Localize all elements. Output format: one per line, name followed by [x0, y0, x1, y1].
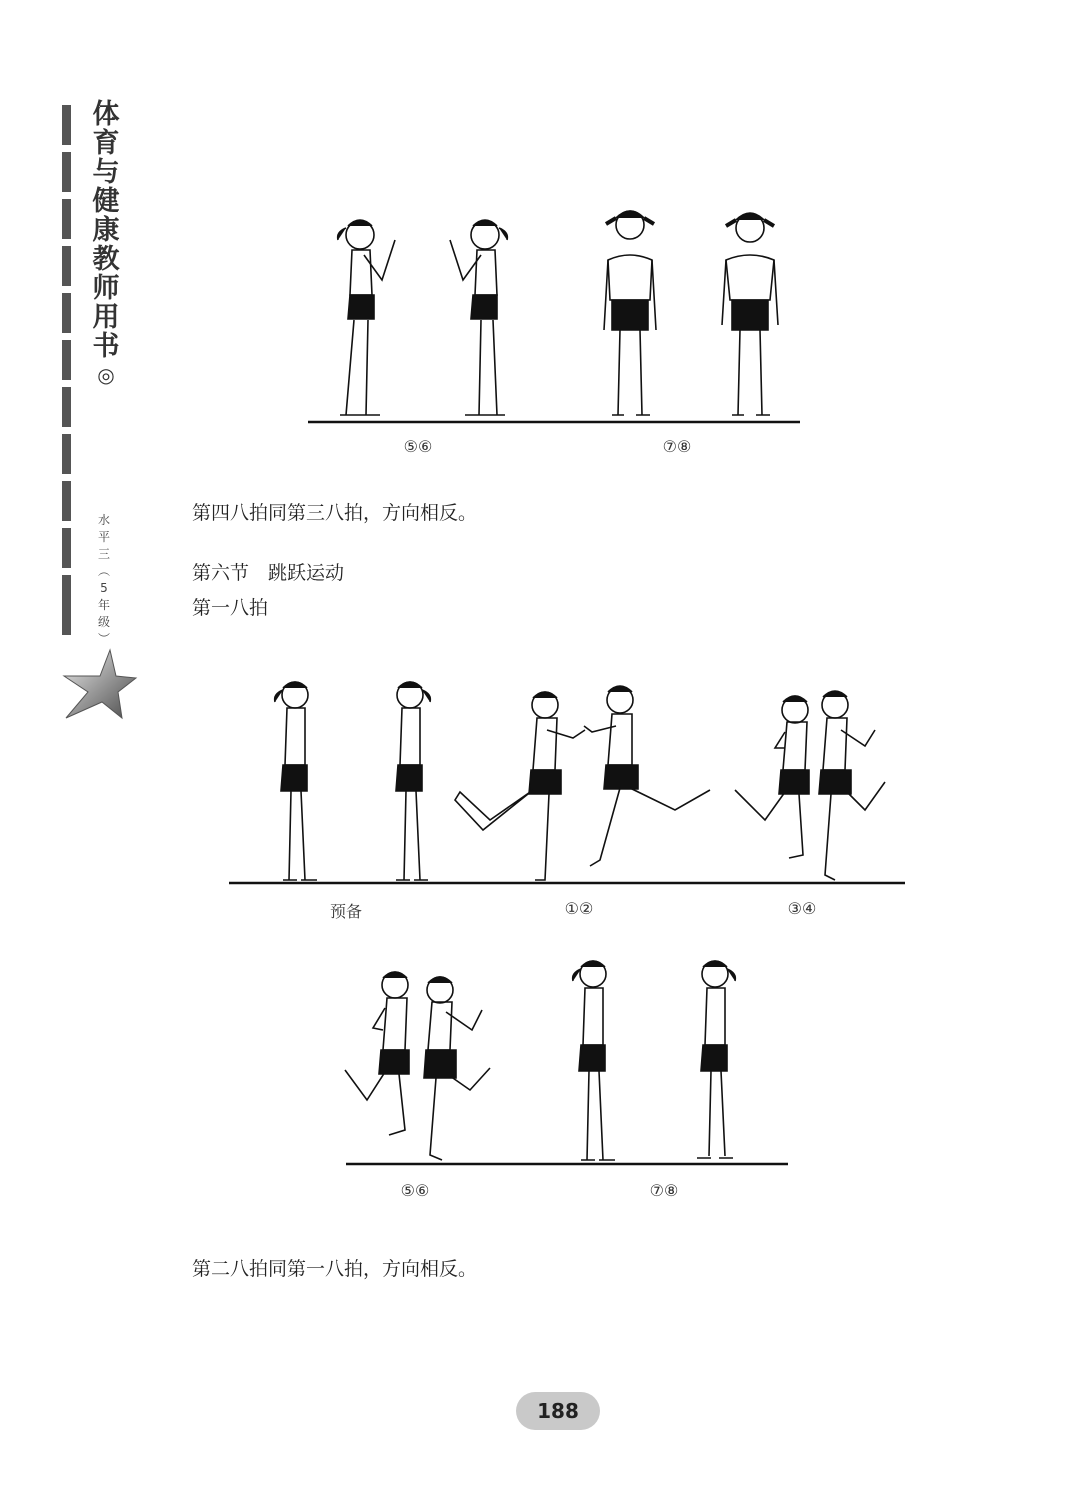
- girl-figure: [573, 961, 615, 1160]
- figure-3-drawing: [340, 950, 795, 1170]
- page-number: 188: [516, 1392, 600, 1430]
- girl-figure: [396, 682, 430, 880]
- figure-2-caption-1: 预备: [329, 902, 363, 921]
- figure-2-drawing: [225, 670, 915, 892]
- exercise-figure-2: [225, 670, 915, 892]
- girl-figure: [338, 220, 395, 415]
- girl-figure: [722, 213, 778, 415]
- girl-figure: [735, 696, 809, 858]
- star-icon: [60, 648, 138, 726]
- girl-figure: [604, 211, 656, 415]
- figure-2-caption-3: ③④: [787, 899, 817, 918]
- exercise-figure-1: [300, 200, 810, 435]
- book-title: 体 育 与 健 康 教 师 用 书 ◎: [92, 99, 120, 387]
- figure-3-caption-1: ⑤⑥: [400, 1181, 430, 1200]
- girl-figure: [819, 691, 885, 880]
- girl-figure: [584, 686, 710, 866]
- paragraph: 第二八拍同第一八拍，方向相反。: [192, 1258, 478, 1280]
- grade-level: 水 平 三 ︵ 5 年 级 ︶: [97, 513, 110, 646]
- figure-3-caption-2: ⑦⑧: [649, 1181, 679, 1200]
- figure-1-caption-2: ⑦⑧: [662, 437, 692, 456]
- paragraph: 第四八拍同第三八拍，方向相反。: [192, 502, 478, 524]
- girl-figure: [697, 961, 735, 1158]
- side-banner: [60, 100, 140, 740]
- section-title: 第六节 跳跃运动: [192, 562, 345, 584]
- exercise-figure-3: [340, 950, 795, 1170]
- girl-figure: [275, 682, 317, 880]
- figure-2-caption-2: ①②: [564, 899, 594, 918]
- girl-figure: [345, 972, 409, 1135]
- girl-figure: [455, 692, 585, 880]
- figure-1-drawing: [300, 200, 810, 435]
- girl-figure: [424, 977, 490, 1160]
- beat-title: 第一八拍: [192, 597, 269, 619]
- figure-1-caption-1: ⑤⑥: [403, 437, 433, 456]
- girl-figure: [450, 220, 507, 415]
